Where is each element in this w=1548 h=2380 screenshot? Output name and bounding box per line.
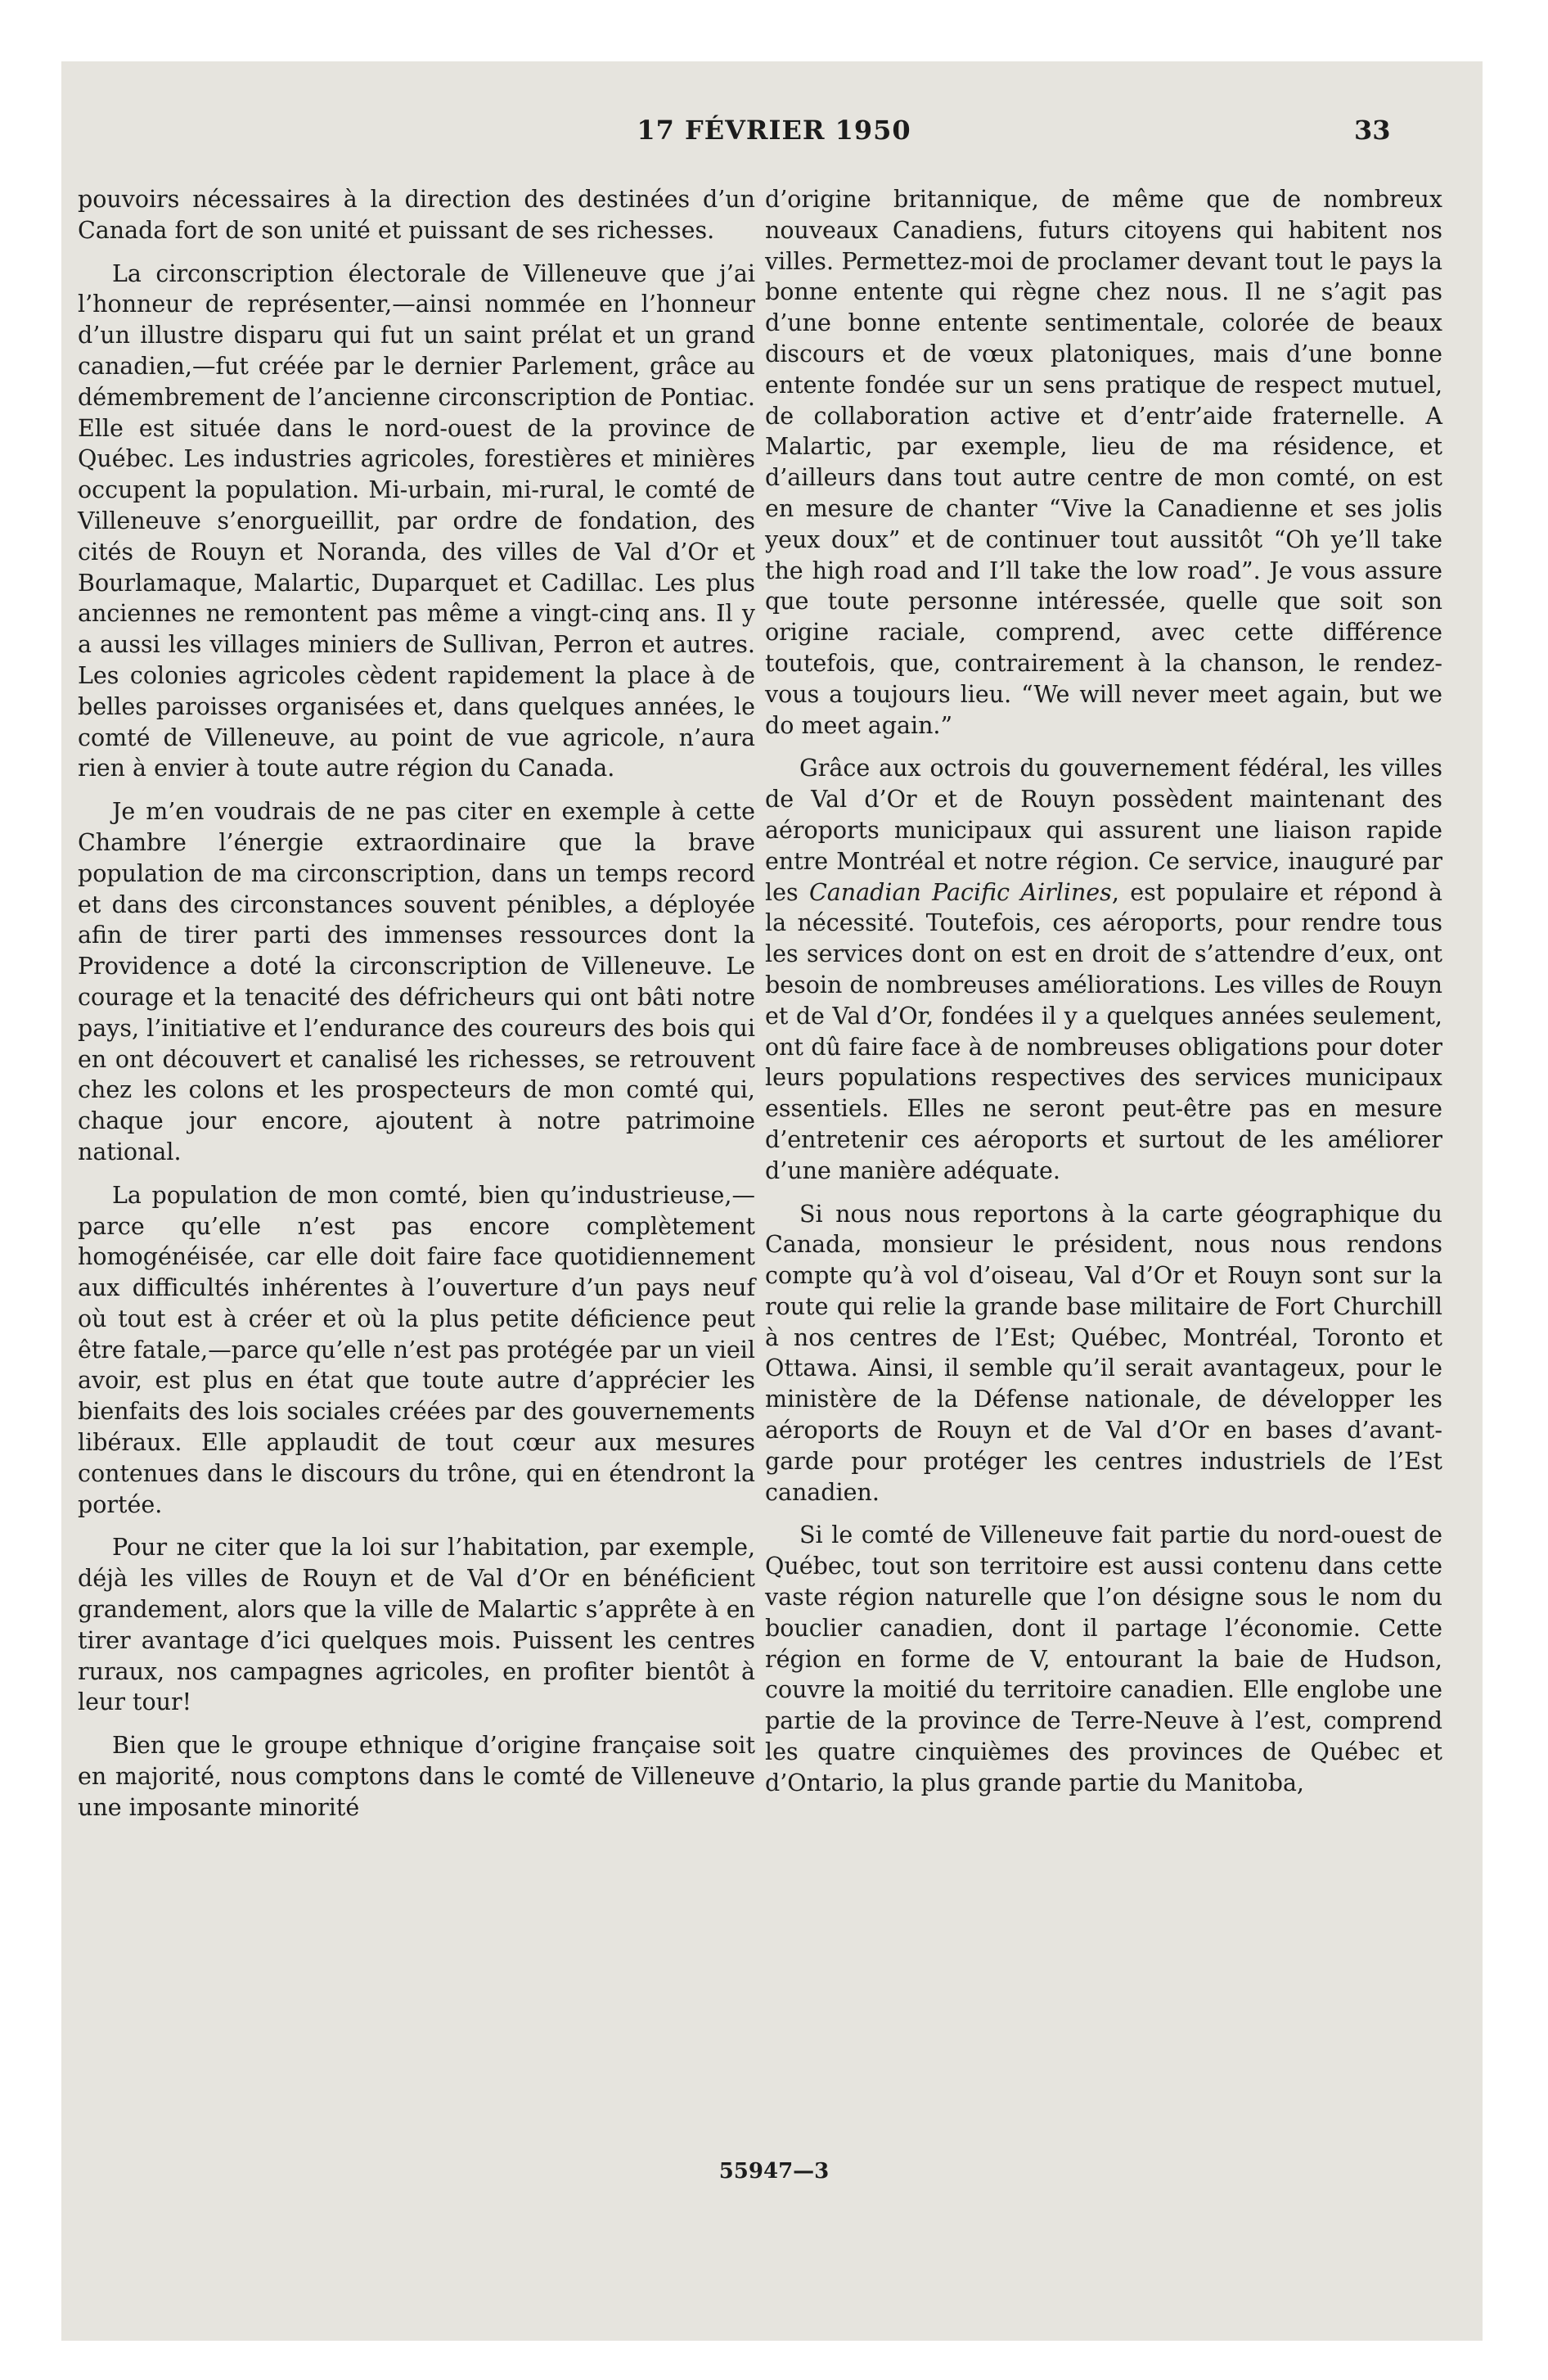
paragraph: Je m’en voudrais de ne pas citer en exemple à cette Chambre l’énergie extraordinaire que la brave population de ma circonscription, dans un temps record et dans des circonstances souvent pénibles, a déployée afin de tirer parti des immenses ressources dont la Providence a doté la circonscription de Villeneuve. Le courage et la tenacité des défricheurs qui ont bâti notre pays, l’initiative et l’endurance des coureurs des bois qui en ont découvert et canalisé les richesses, se retrouvent chez les colons et les prospecteurs de mon comté qui, chaque jour encore, ajoutent à notre patrimoine national. [78, 798, 755, 1165]
paragraph: Si nous nous reportons à la carte géographique du Canada, monsieur le président, nous nous rendons compte qu’à vol d’oiseau, Val d’Or et Rouyn sont sur la route qui relie la grande base militaire de Fort Churchill à nos centres de l’Est; Québec, Montréal, Toronto et Ottawa. Ainsi, il semble qu’il serait avantageux, pour le ministère de la Défense nationale, de développer les aéroports de Rouyn et de Val d’Or en bases d’avant-garde pour protéger les centres industriels de l’Est canadien. [765, 1200, 1442, 1506]
paragraph: d’origine britannique, de même que de nombreux nouveaux Canadiens, futurs citoyens qui habitent nos villes. Permettez-moi de proclamer devant tout le pays la bonne entente qui règne chez nous. Il ne s’agit pas d’une bonne entente sentimentale, colorée de beaux discours et de vœux platoniques, mais d’une bonne entente fondée sur un sens pratique de respect mutuel, de collaboration active et d’entr’aide fraternelle. A Malartic, par exemple, lieu de ma résidence, et d’ailleurs dans tout autre centre de mon comté, on est en mesure de chanter “Vive la Canadienne et ses jolis yeux doux” et de continuer tout aussitôt “Oh ye’ll take the high road and I’ll take the low road”. Je vous assure que toute personne intéressée, quelle que soit son origine raciale, comprend, avec cette différence toutefois, que, contrairement à la chanson, le rendez-vous a toujours lieu. “We will never meet again, but we do meet again.” [765, 186, 1442, 739]
paragraph: La population de mon comté, bien qu’industrieuse,—parce qu’elle n’est pas encore complètement homogénéisée, car elle doit faire face quotidiennement aux difficultés inhérentes à l’ouverture d’un pays neuf où tout est à créer et où la plus petite déficience peut être fatale,—parce qu’elle n’est pas protégée par un vieil avoir, est plus en état que toute autre d’apprécier les bienfaits des lois sociales créées par des gouvernements libéraux. Elle applaudit de tout cœur aux mesures contenues dans le discours du trône, qui en étendront la portée. [78, 1181, 755, 1518]
paragraph-text: , est populaire et répond à la nécessité. Toutefois, ces aéroports, pour rendre tous les services dont on est en droit de s’attendre d’eux, ont besoin de nombreuses améliorations. Les villes de Rouyn et de Val d’Or, fondées il y a quelques années seulement, ont dû faire face à de nombreuses obligations pour doter leurs populations respectives des services municipaux essentiels. Elles ne seront peut-être pas en mesure d’entretenir ces aéroports et surtout de les améliorer d’une manière adéquate. [765, 878, 1442, 1184]
airline-name: Canadian Pacific Airlines [808, 878, 1112, 906]
print-code: 55947—3 [718, 2159, 830, 2184]
paragraph: Si le comté de Villeneuve fait partie du nord-ouest de Québec, tout son territoire est aussi contenu dans cette vaste région naturelle que l’on désigne sous le nom du bouclier canadien, dont il partage l’économie. Cette région en forme de V, entourant la baie de Hudson, couvre la moitié du territoire canadien. Elle englobe une partie de la province de Terre-Neuve à l’est, comprend les quatre cinquièmes des provinces de Québec et d’Ontario, la plus grande partie du Manitoba, [765, 1521, 1442, 1796]
page-number: 33 [1354, 115, 1391, 146]
paragraph: pouvoirs nécessaires à la direction des destinées d’un Canada fort de son unité et puissant de ses richesses. [78, 186, 755, 244]
left-column [78, 184, 755, 1823]
paragraph: Pour ne citer que la loi sur l’habitation, par exemple, déjà les villes de Rouyn et de Val d’Or en bénéficient grandement, alors que la ville de Malartic s’apprête à en tirer avantage d’ici quelques mois. Puissent les centres ruraux, nos campagnes agricoles, en profiter bientôt à leur tour! [78, 1534, 755, 1716]
paragraph: Bien que le groupe ethnique d’origine française soit en majorité, nous comptons dans le comté de Villeneuve une imposante minorité [78, 1732, 755, 1821]
paragraph-text: Grâce aux octrois du gouvernement fédéral, les villes de Val d’Or et de Rouyn possèdent maintenant des aéroports municipaux qui assurent une liaison rapide entre Montréal et notre région. Ce service, inauguré par les [765, 755, 1442, 906]
paragraph: La circonscription électorale de Villeneuve que j’ai l’honneur de représenter,—ainsi nommée en l’honneur d’un illustre disparu qui fut un saint prélat et un grand canadien,—fut créée par le dernier Parlement, grâce au démembrement de l’ancienne circonscription de Pontiac. Elle est située dans le nord-ouest de la province de Québec. Les industries agricoles, forestières et minières occupent la population. Mi-urbain, mi-rural, le comté de Villeneuve s’enorgueillit, par ordre de fondation, des cités de Rouyn et Noranda, des villes de Val d’Or et Bourlamaque, Malartic, Duparquet et Cadillac. Les plus anciennes ne remontent pas même a vingt-cinq ans. Il y a aussi les villages miniers de Sullivan, Perron et autres. Les colonies agricoles cèdent rapidement la place à de belles paroisses organisées et, dans quelques années, le comté de Villeneuve, au point de vue agricole, n’aura rien à envier à toute autre région du Canada. [78, 259, 755, 782]
page-header-date: 17 FÉVRIER 1950 [637, 115, 911, 146]
right-column [765, 184, 1442, 1799]
paragraph [765, 753, 1442, 1186]
